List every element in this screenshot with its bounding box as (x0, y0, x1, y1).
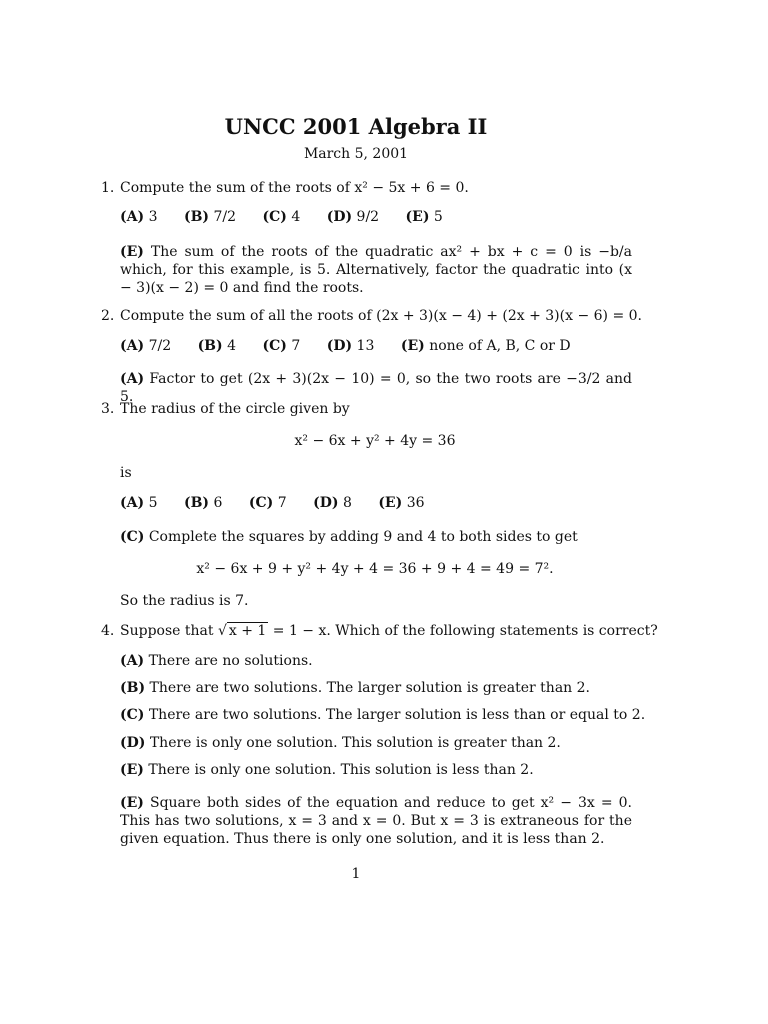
answer-choices (120, 337, 593, 355)
choice-e: (E) 36 (378, 495, 425, 511)
choice-c: (C) 7 (248, 495, 287, 511)
choice-c: (C) There are two solutions. The larger solution is less than or equal to 2. (120, 707, 646, 723)
solution (120, 243, 632, 297)
question-number: 2. (101, 308, 115, 324)
question-text-continued: is (120, 465, 132, 481)
solution-text: Complete the squares by adding 9 and 4 to both sides to get (148, 529, 578, 545)
choice-b: (B) 7/2 (183, 209, 237, 225)
choice-b: (B) 6 (183, 495, 223, 511)
choice-e: (E) 5 (405, 209, 443, 225)
question-text: Compute the sum of all the roots of (2x + 3)(x − 4) + (2x + 3)(x − 6) = 0. (120, 308, 642, 324)
question-number: 1. (101, 180, 115, 196)
choice-d: (D) There is only one solution. This solution is greater than 2. (120, 735, 561, 751)
solution-text: Factor to get (2x + 3)(2x − 10) = 0, so the two roots are −3/2 and 5. (120, 371, 633, 405)
question-text: Suppose that √ x + 1 = 1 − x. Which of the following statements is correct? (120, 623, 658, 639)
page-number: 1 (351, 866, 361, 882)
answer-choices (120, 494, 447, 512)
choice-e: (E) none of A, B, C or D (400, 338, 571, 354)
choice-a: (A) 7/2 (120, 338, 172, 354)
choice-e: (E) There is only one solution. This solution is less than 2. (120, 762, 534, 778)
choice-d: (D) 9/2 (326, 209, 380, 225)
question-number: 4. (101, 623, 115, 639)
display-equation: x² − 6x + 9 + y² + 4y + 4 = 36 + 9 + 4 = 49 = 7². (196, 561, 554, 577)
choice-a: (A) 5 (120, 495, 158, 511)
sqrt-symbol: √ (217, 623, 227, 639)
question-text: The radius of the circle given by (120, 401, 350, 417)
choice-b: (B) 4 (197, 338, 237, 354)
solution (120, 528, 632, 546)
solution-text: The sum of the roots of the quadratic ax² + bx + c = 0 is −b/a which, for this example, is 5. Alternatively, factor the quadratic into (x − 3)(x − 2) = 0 and find the roots. (120, 244, 632, 296)
answer-choices (120, 208, 465, 226)
page-title: UNCC 2001 Algebra II (224, 114, 488, 139)
choice-a: (A) There are no solutions. (120, 653, 313, 669)
choice-c: (C) 7 (262, 338, 301, 354)
solution-conclusion: So the radius is 7. (120, 593, 249, 609)
exam-date: March 5, 2001 (303, 146, 409, 162)
choice-d: (D) 13 (326, 338, 375, 354)
question-text: Compute the sum of the roots of x² − 5x + 6 = 0. (120, 180, 469, 196)
solution-label: (C) (120, 529, 145, 545)
solution-label: (E) (120, 244, 144, 260)
choice-c: (C) 4 (262, 209, 301, 225)
choice-b: (B) There are two solutions. The larger solution is greater than 2. (120, 680, 590, 696)
solution (120, 794, 632, 848)
solution-label: (E) (120, 795, 144, 811)
radicand: x + 1 (228, 623, 267, 639)
display-equation: x² − 6x + y² + 4y = 36 (294, 433, 456, 449)
solution-label: (A) (120, 371, 145, 387)
choice-d: (D) 8 (313, 495, 352, 511)
choice-a: (A) 3 (120, 209, 158, 225)
question-number: 3. (101, 401, 115, 417)
solution-text: Square both sides of the equation and reduce to get x² − 3x = 0. This has two solutions, x = 3 and x = 0. But x = 3 is extraneous for the given equation. Thus there is only one solution, and it is less than 2. (120, 795, 632, 847)
